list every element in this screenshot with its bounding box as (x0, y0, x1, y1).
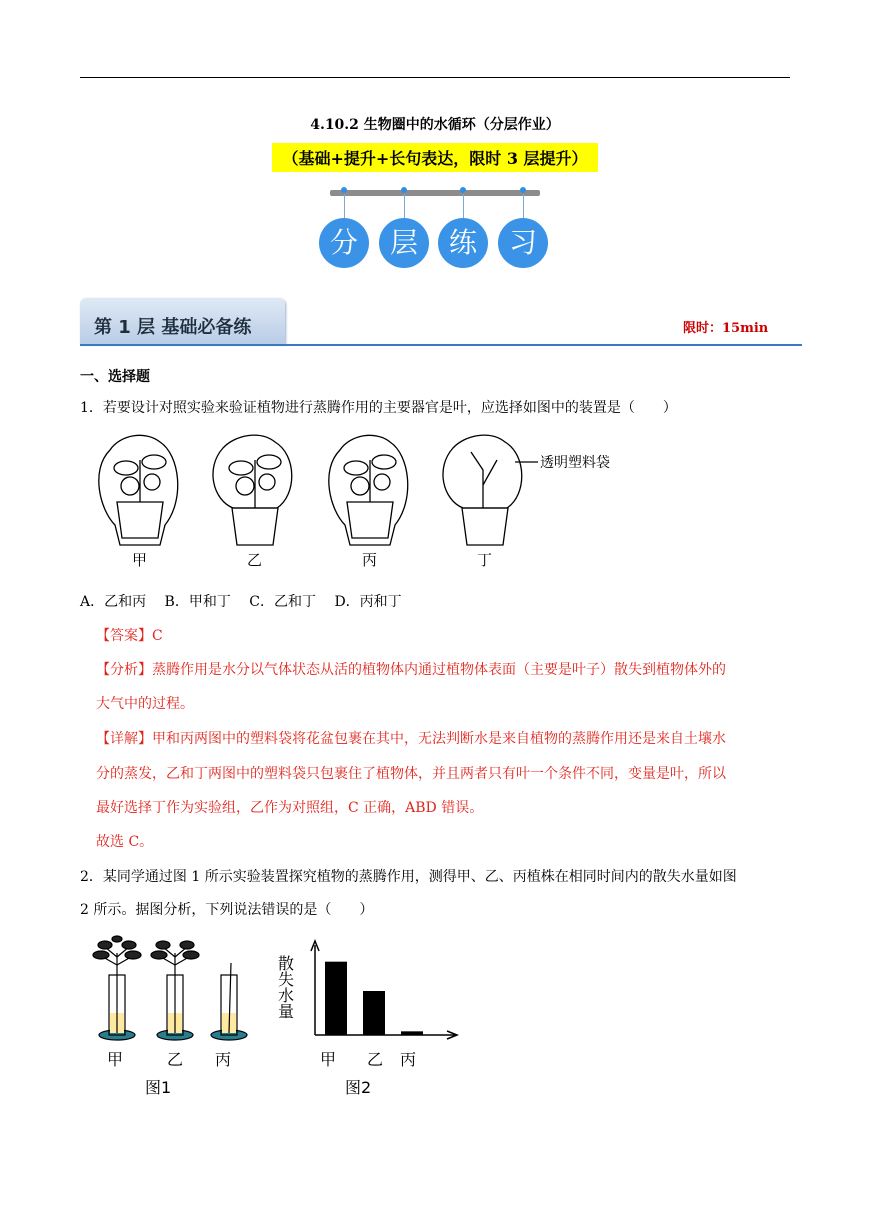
banner-stem (523, 194, 524, 218)
plant-yi (213, 435, 292, 545)
tube-yi (151, 941, 199, 1040)
detail-line: 最好选择丁作为实验组，乙作为对照组，C 正确，ABD 错误。 (96, 800, 484, 816)
plant-bing (329, 435, 408, 545)
question-1-options: A．乙和丙 B．甲和丁 C．乙和丁 D．丙和丁 (80, 594, 402, 610)
q2-figure-1 (85, 935, 265, 1100)
banner-bead (520, 187, 526, 193)
bar-甲 (325, 962, 347, 1035)
banner-bead (341, 187, 347, 193)
layer-title: 第 1 层 基础必备练 (94, 317, 252, 338)
fig1-label-yi: 乙 (167, 1050, 184, 1069)
tube-jia (93, 936, 141, 1040)
x-tick-label: 乙 (367, 1050, 384, 1069)
y-axis-label: 散失水量 (275, 955, 295, 1019)
banner-stem (344, 194, 345, 218)
q1-label-yi: 乙 (247, 551, 263, 569)
banner-bead (401, 187, 407, 193)
practice-char-circle: 分 (319, 218, 369, 268)
q1-figure (80, 430, 640, 575)
practice-char-circle: 习 (498, 218, 548, 268)
subtitle-wrap (0, 143, 870, 172)
practice-banner-bar (330, 190, 540, 196)
detail-line: 【详解】甲和丙两图中的塑料袋将花盆包裹在其中，无法判断水是来自植物的蒸腾作用还是来自土壤水 (96, 731, 726, 747)
fig1-caption: 图1 (145, 1078, 172, 1097)
section-title: 一、选择题 (80, 369, 150, 385)
document-title: 4.10.2 生物圈中的水循环（分层作业） (310, 117, 560, 133)
analysis-line: 大气中的过程。 (96, 696, 194, 712)
fig1-label-jia: 甲 (107, 1050, 124, 1069)
tube-bing (211, 963, 247, 1040)
answer: 【答案】C (96, 628, 163, 644)
plant-jia (99, 435, 178, 545)
analysis-line: 【分析】蒸腾作用是水分以气体状态从活的植物体内通过植物体表面（主要是叶子）散失到植物体外的 (96, 662, 726, 678)
q1-label-bing: 丙 (362, 551, 378, 569)
q2-figure-2-chart (275, 935, 465, 1100)
question-2-stem: 2．某同学通过图 1 所示实验装置探究植物的蒸腾作用，测得甲、乙、丙植株在相同时间内的散失水量如图 (80, 869, 737, 885)
banner-bead (460, 187, 466, 193)
q1-label-ding: 丁 (477, 551, 493, 569)
bar-乙 (363, 991, 385, 1035)
fig1-label-bing: 丙 (215, 1050, 232, 1069)
detail-line: 故选 C。 (96, 834, 154, 850)
practice-char-circle: 练 (438, 218, 488, 268)
plant-ding (443, 435, 538, 545)
top-rule (80, 77, 790, 78)
practice-char-circle: 层 (379, 218, 429, 268)
subtitle-highlight: （基础+提升+长句表达，限时 3 层提升） (272, 143, 597, 172)
x-tick-label: 丙 (400, 1050, 417, 1069)
banner-stem (404, 194, 405, 218)
question-1-stem: 1．若要设计对照实验来验证植物进行蒸腾作用的主要器官是叶，应选择如图中的装置是（ ） (80, 400, 677, 416)
question-2-stem: 2 所示。据图分析，下列说法错误的是（ ） (80, 902, 374, 918)
fig2-caption: 图2 (345, 1078, 372, 1097)
layer-rule (80, 344, 802, 346)
bag-label: 透明塑料袋 (540, 455, 610, 471)
q1-label-jia: 甲 (132, 551, 148, 569)
banner-stem (463, 194, 464, 218)
bar-丙 (401, 1031, 423, 1035)
x-tick-label: 甲 (320, 1050, 337, 1069)
detail-line: 分的蒸发，乙和丁两图中的塑料袋只包裹住了植物体，并且两者只有叶一个条件不同，变量是叶，所以 (96, 766, 726, 782)
time-limit: 限时：15min (683, 321, 769, 336)
